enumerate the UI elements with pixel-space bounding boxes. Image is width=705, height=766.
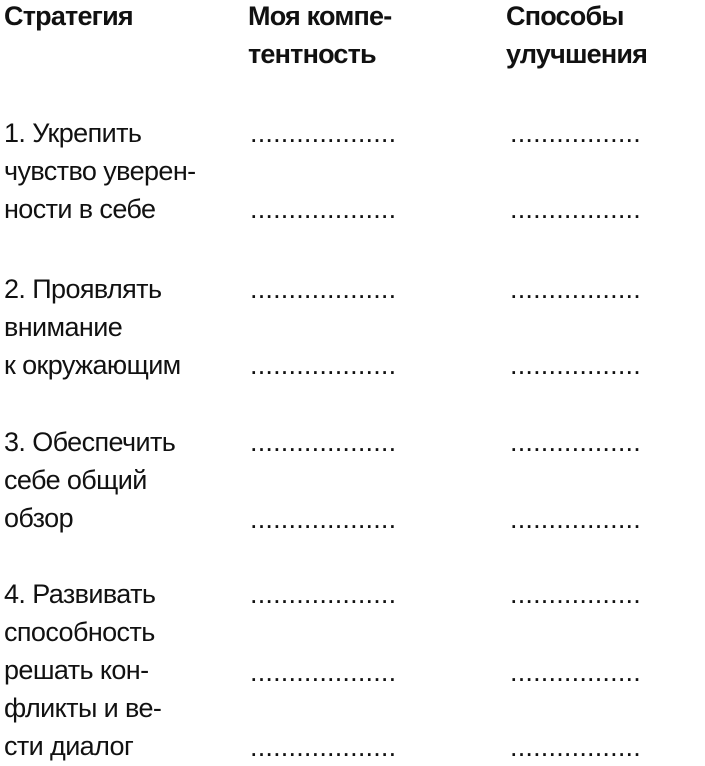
strategy-row-3-label: 3. Обеспечить себе общий обзор xyxy=(4,427,176,533)
header-strategy: Стратегия xyxy=(4,1,133,31)
competence-line: ................... xyxy=(250,427,397,457)
improvement-line: ................. xyxy=(510,194,641,224)
competence-line: ................... xyxy=(250,194,397,224)
strategy-row-4-label: 4. Развивать способность решать кон- фликты и ве- сти диалог xyxy=(4,579,162,761)
competence-line: ................... xyxy=(250,350,397,380)
header-competence: Моя компе- тентность xyxy=(248,1,392,69)
improvement-line: ................. xyxy=(510,732,641,762)
header-improvement: Способы улучшения xyxy=(506,1,648,69)
improvement-line: ................. xyxy=(510,579,641,609)
competence-line: ................... xyxy=(250,732,397,762)
improvement-line: ................. xyxy=(510,504,641,534)
improvement-line: ................. xyxy=(510,274,641,304)
competence-line: ................... xyxy=(250,274,397,304)
competence-line: ................... xyxy=(250,657,397,687)
strategy-row-1-label: 1. Укрепить чувство уверен- ности в себе xyxy=(4,118,196,224)
strategy-row-2-label: 2. Проявлять внимание к окружающим xyxy=(4,274,181,380)
improvement-line: ................. xyxy=(510,427,641,457)
improvement-line: ................. xyxy=(510,118,641,148)
improvement-line: ................. xyxy=(510,350,641,380)
competence-line: ................... xyxy=(250,118,397,148)
competence-line: ................... xyxy=(250,579,397,609)
competence-line: ................... xyxy=(250,504,397,534)
improvement-line: ................. xyxy=(510,657,641,687)
